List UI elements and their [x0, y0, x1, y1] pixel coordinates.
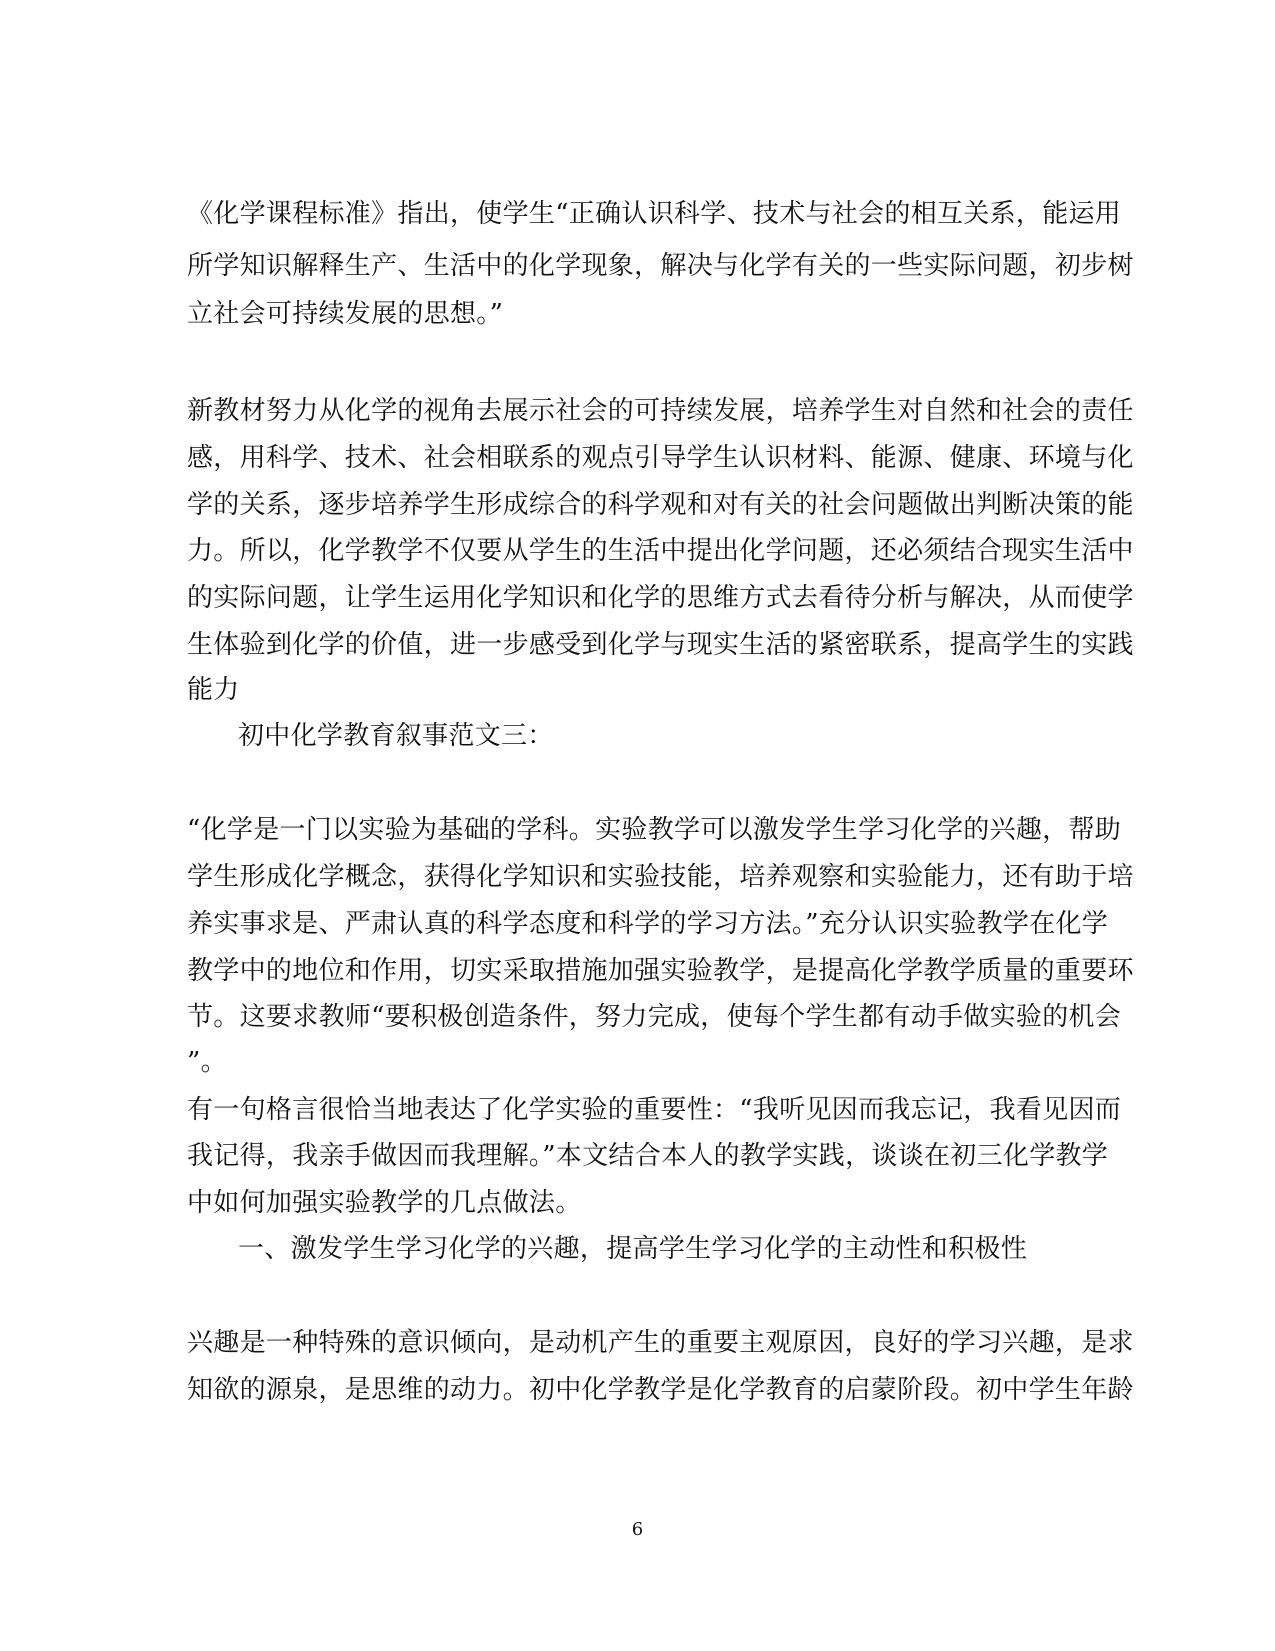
text-line: 生体验到化学的价值，进一步感受到化学与现实生活的紧密联系，提高学生的实践	[187, 630, 1134, 660]
text-line: 新教材努力从化学的视角去展示社会的可持续发展，培养学生对自然和社会的责任	[187, 396, 1134, 426]
text-line: 感，用科学、技术、社会相联系的观点引导学生认识材料、能源、健康、环境与化	[187, 443, 1134, 473]
text-line: 《化学课程标准》指出，使学生“正确认识科学、技术与社会的相互关系，能运用	[187, 199, 1122, 229]
text-line: 学的关系，逐步培养学生形成综合的科学观和对有关的社会问题做出判断决策的能	[187, 490, 1134, 520]
heading-line: 一、激发学生学习化学的兴趣，提高学生学习化学的主动性和积极性	[238, 1234, 1028, 1264]
text-line: 所学知识解释生产、生活中的化学现象，解决与化学有关的一些实际问题，初步树	[187, 251, 1134, 281]
text-line: 中如何加强实验教学的几点做法。	[187, 1188, 582, 1218]
text-line: 养实事求是、严肃认真的科学态度和科学的学习方法。”充分认识实验教学在化学	[187, 909, 1109, 939]
text-line: 力。所以，化学教学不仅要从学生的生活中提出化学问题，还必须结合现实生活中	[187, 536, 1134, 566]
text-line: 立社会可持续发展的思想。”	[187, 299, 504, 329]
text-line: ”。	[187, 1047, 227, 1077]
text-line: 教学中的地位和作用，切实采取措施加强实验教学，是提高化学教学质量的重要环	[187, 956, 1134, 986]
text-line: 我记得，我亲手做因而我理解。”本文结合本人的教学实践，谈谈在初三化学教学	[187, 1141, 1109, 1171]
text-line: “化学是一门以实验为基础的学科。实验教学可以激发学生学习化学的兴趣，帮助	[187, 815, 1122, 845]
text-line: 节。这要求教师“要积极创造条件，努力完成，使每个学生都有动手做实验的机会	[187, 1002, 1122, 1032]
text-line: 知欲的源泉，是思维的动力。初中化学教学是化学教育的启蒙阶段。初中学生年龄	[187, 1375, 1134, 1405]
text-line: 有一句格言很恰当地表达了化学实验的重要性：“我听见因而我忘记，我看见因而	[187, 1095, 1122, 1125]
text-line: 兴趣是一种特殊的意识倾向，是动机产生的重要主观原因，良好的学习兴趣，是求	[187, 1328, 1134, 1358]
text-line: 的实际问题，让学生运用化学知识和化学的思维方式去看待分析与解决，从而使学	[187, 583, 1134, 613]
heading-line: 初中化学教育叙事范文三：	[238, 721, 554, 751]
text-line: 能力	[187, 675, 240, 705]
page-number: 6	[631, 1519, 644, 1540]
text-line: 学生形成化学概念，获得化学知识和实验技能，培养观察和实验能力，还有助于培	[187, 862, 1134, 892]
